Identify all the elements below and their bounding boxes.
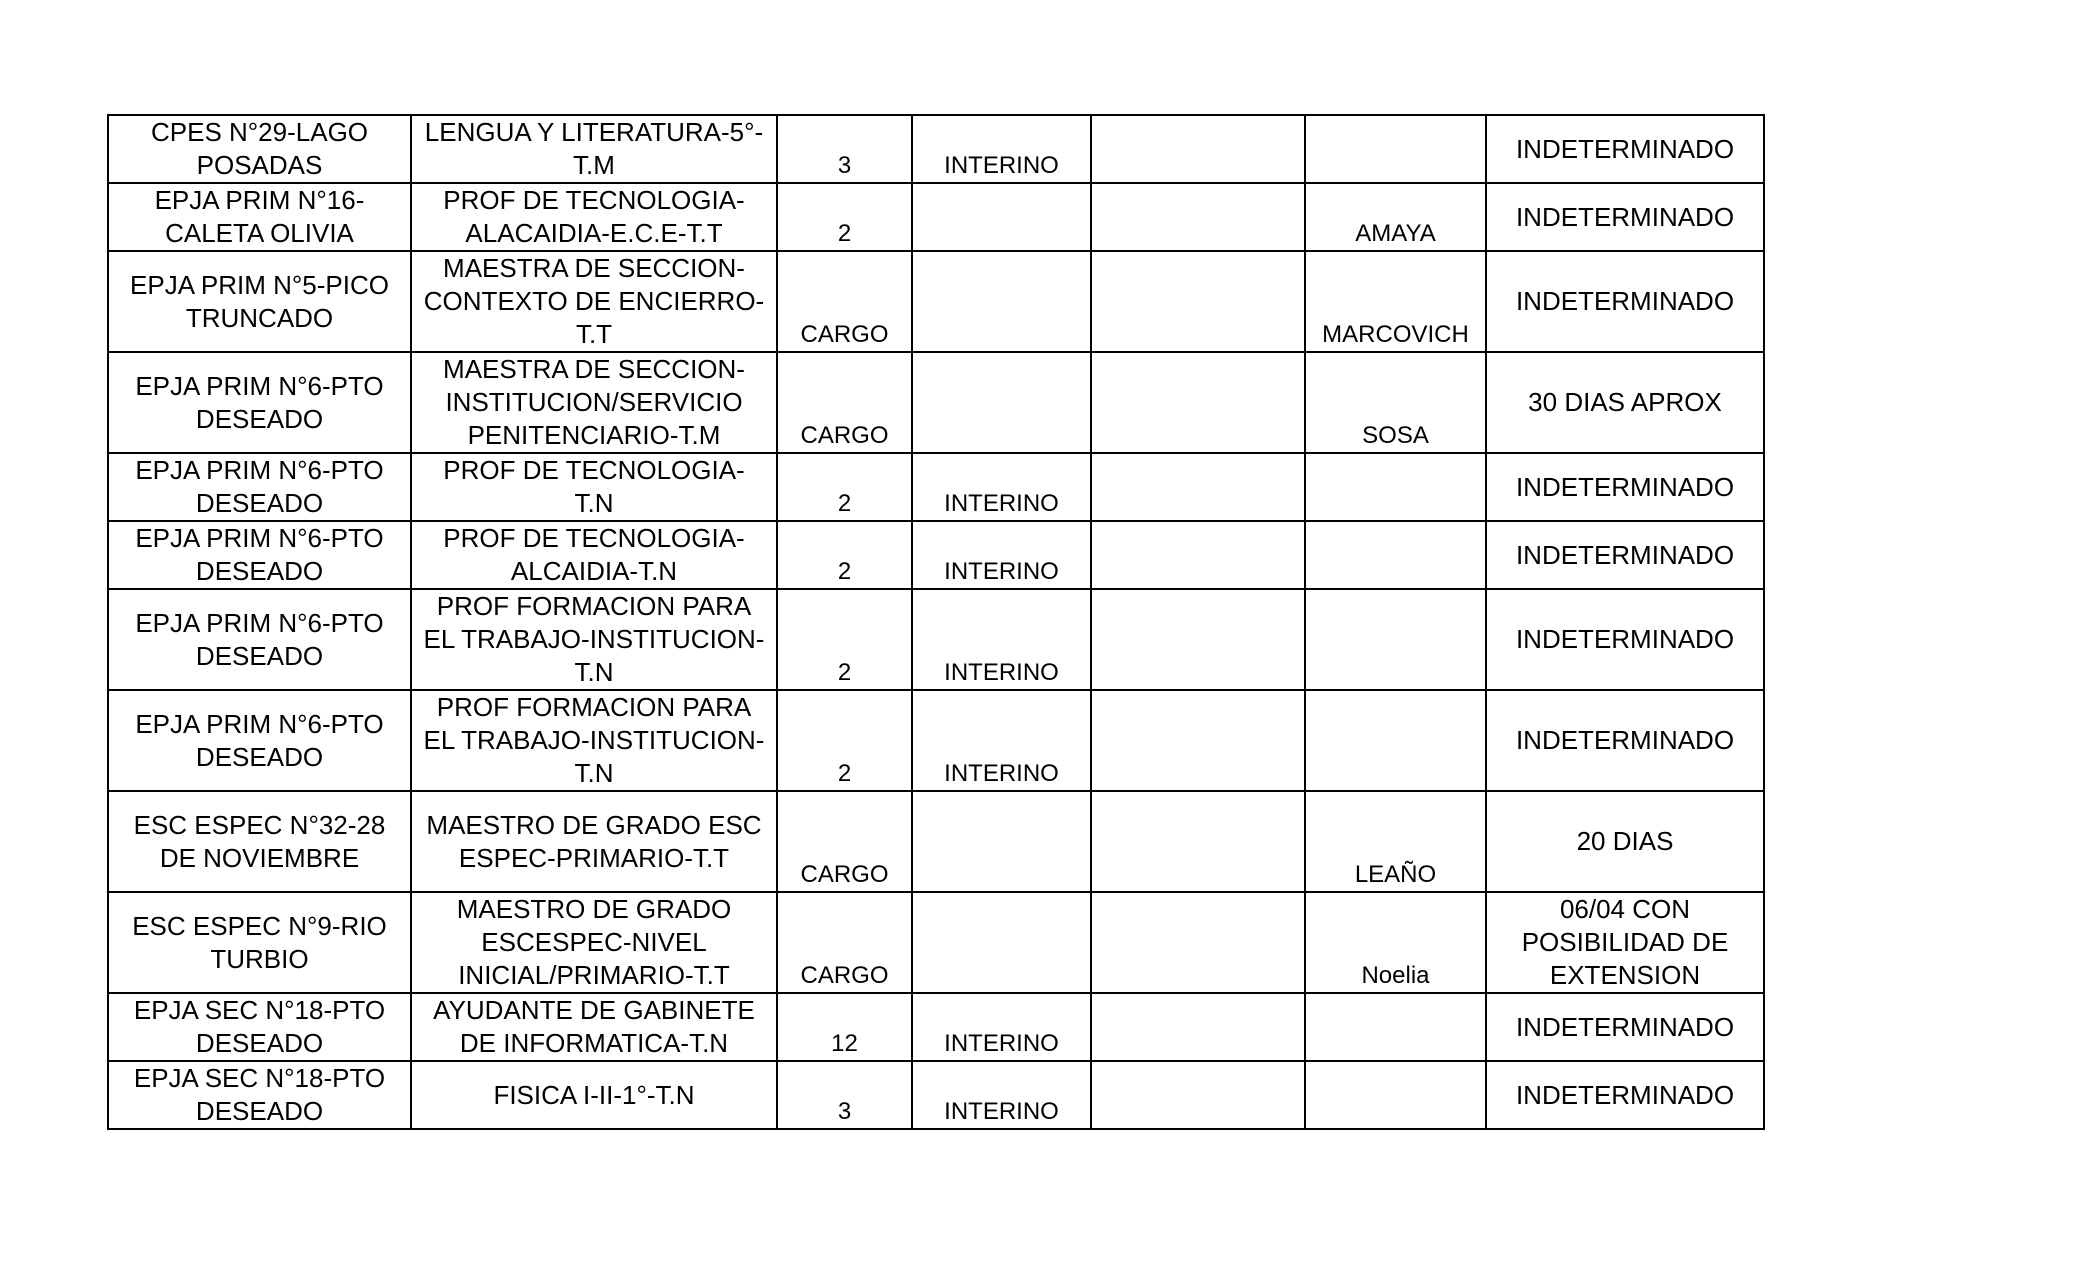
status-cell: INTERINO xyxy=(912,589,1091,690)
hours-cell: CARGO xyxy=(777,892,912,993)
school-cell xyxy=(108,993,411,1061)
name-cell xyxy=(1305,993,1486,1061)
duration-cell-line: INDETERMINADO xyxy=(1515,286,1735,316)
status-cell: INTERINO xyxy=(912,115,1091,183)
school-cell-line: POSADAS xyxy=(196,150,323,180)
subject-cell xyxy=(411,1061,777,1129)
school-cell-line: EPJA PRIM N°6-PTO xyxy=(135,370,384,401)
subject-cell-line: T.N xyxy=(574,758,614,788)
school-cell-line: EPJA PRIM N°6-PTO xyxy=(135,708,384,739)
subject-cell-line: T.M xyxy=(573,150,615,180)
empty-cell xyxy=(1091,115,1305,183)
subject-cell xyxy=(411,251,777,352)
table-row xyxy=(108,115,1764,183)
table-row xyxy=(108,791,1764,892)
table-row xyxy=(108,352,1764,453)
school-cell-line: CPES N°29-LAGO xyxy=(150,117,369,147)
empty-cell xyxy=(1091,453,1305,521)
name-cell: SOSA xyxy=(1305,352,1486,453)
subject-cell-line: INICIAL/PRIMARIO-T.T xyxy=(458,960,730,990)
subject-cell-line: CONTEXTO DE ENCIERRO- xyxy=(423,286,765,316)
table-row xyxy=(108,183,1764,251)
subject-cell-line: EL TRABAJO-INSTITUCION- xyxy=(423,624,765,654)
school-cell-line: EPJA SEC N°18-PTO xyxy=(133,1063,386,1093)
subject-cell xyxy=(411,453,777,521)
school-cell-line: TURBIO xyxy=(210,943,309,974)
empty-cell xyxy=(1091,993,1305,1061)
subject-cell-line: FISICA I-II-1°-T.N xyxy=(493,1079,695,1110)
subject-cell-line: INSTITUCION/SERVICIO xyxy=(445,387,743,417)
school-cell xyxy=(108,521,411,589)
subject-cell xyxy=(411,115,777,183)
name-cell: LEAÑO xyxy=(1305,791,1486,892)
subject-cell-line: PROF DE TECNOLOGIA- xyxy=(443,523,745,553)
school-cell xyxy=(108,352,411,453)
vacancy-table xyxy=(107,114,1765,1130)
table-row xyxy=(108,892,1764,993)
school-cell-line: DESEADO xyxy=(195,488,324,518)
empty-cell xyxy=(1091,521,1305,589)
school-cell-line: ESC ESPEC N°9-RIO xyxy=(132,910,387,941)
school-cell-line: EPJA PRIM N°6-PTO xyxy=(135,523,384,553)
empty-cell xyxy=(1091,690,1305,791)
status-cell xyxy=(912,791,1091,892)
hours-cell: 2 xyxy=(777,690,912,791)
name-cell: AMAYA xyxy=(1305,183,1486,251)
school-cell xyxy=(108,791,411,892)
name-cell xyxy=(1305,1061,1486,1129)
school-cell-line: EPJA PRIM N°6-PTO xyxy=(135,607,384,638)
table-row xyxy=(108,251,1764,352)
subject-cell-line: MAESTRA DE SECCION- xyxy=(443,354,745,384)
duration-cell-line: INDETERMINADO xyxy=(1515,133,1735,164)
status-cell: INTERINO xyxy=(912,1061,1091,1129)
empty-cell xyxy=(1091,892,1305,993)
table-row xyxy=(108,589,1764,690)
school-cell-line: EPJA SEC N°18-PTO xyxy=(133,995,386,1025)
duration-cell-line: INDETERMINADO xyxy=(1515,201,1735,232)
duration-cell-line: INDETERMINADO xyxy=(1515,1011,1735,1042)
subject-cell-line: ALACAIDIA-E.C.E-T.T xyxy=(465,218,723,248)
status-cell: INTERINO xyxy=(912,453,1091,521)
subject-cell-line: AYUDANTE DE GABINETE xyxy=(433,995,755,1025)
status-cell: INTERINO xyxy=(912,521,1091,589)
subject-cell xyxy=(411,892,777,993)
duration-cell-line: INDETERMINADO xyxy=(1515,471,1735,502)
school-cell xyxy=(108,453,411,521)
duration-cell-line: INDETERMINADO xyxy=(1515,725,1735,755)
duration-cell-line: INDETERMINADO xyxy=(1515,1079,1735,1110)
school-cell-line: CALETA OLIVIA xyxy=(165,218,354,248)
subject-cell xyxy=(411,521,777,589)
duration-cell xyxy=(1486,352,1764,453)
hours-cell: CARGO xyxy=(777,251,912,352)
status-cell xyxy=(912,892,1091,993)
hours-cell: 2 xyxy=(777,453,912,521)
table-row xyxy=(108,521,1764,589)
duration-cell-line: 06/04 CON xyxy=(1559,894,1691,924)
subject-cell xyxy=(411,791,777,892)
school-cell xyxy=(108,690,411,791)
school-cell-line: EPJA PRIM N°6-PTO xyxy=(135,455,384,485)
school-cell xyxy=(108,115,411,183)
subject-cell xyxy=(411,993,777,1061)
subject-cell xyxy=(411,589,777,690)
school-cell-line: DE NOVIEMBRE xyxy=(159,842,360,873)
subject-cell xyxy=(411,690,777,791)
school-cell-line: DESEADO xyxy=(195,1096,324,1126)
school-cell-line: ESC ESPEC N°32-28 xyxy=(133,809,386,840)
school-cell xyxy=(108,589,411,690)
hours-cell: CARGO xyxy=(777,352,912,453)
school-cell xyxy=(108,183,411,251)
school-cell xyxy=(108,892,411,993)
status-cell: INTERINO xyxy=(912,690,1091,791)
school-cell-line: EPJA PRIM N°16- xyxy=(154,185,365,215)
hours-cell: 2 xyxy=(777,183,912,251)
duration-cell-line: INDETERMINADO xyxy=(1515,539,1735,570)
duration-cell-line: 30 DIAS APROX xyxy=(1528,387,1722,417)
duration-cell xyxy=(1486,115,1764,183)
duration-cell xyxy=(1486,892,1764,993)
school-cell xyxy=(108,1061,411,1129)
subject-cell-line: LENGUA Y LITERATURA-5°- xyxy=(424,117,764,147)
school-cell xyxy=(108,251,411,352)
table-body xyxy=(108,115,1764,1129)
subject-cell-line: ALCAIDIA-T.N xyxy=(510,556,678,586)
duration-cell-line: EXTENSION xyxy=(1549,960,1701,990)
hours-cell: 3 xyxy=(777,1061,912,1129)
duration-cell xyxy=(1486,791,1764,892)
subject-cell-line: DE INFORMATICA-T.N xyxy=(459,1028,729,1058)
name-cell xyxy=(1305,115,1486,183)
subject-cell-line: MAESTRA DE SECCION- xyxy=(443,253,745,283)
empty-cell xyxy=(1091,791,1305,892)
table-row xyxy=(108,690,1764,791)
duration-cell xyxy=(1486,183,1764,251)
subject-cell-line: PROF FORMACION PARA xyxy=(436,591,752,621)
status-cell xyxy=(912,183,1091,251)
name-cell xyxy=(1305,589,1486,690)
subject-cell xyxy=(411,183,777,251)
subject-cell-line: EL TRABAJO-INSTITUCION- xyxy=(423,725,765,755)
name-cell xyxy=(1305,453,1486,521)
subject-cell-line: T.T xyxy=(575,319,613,349)
school-cell-line: DESEADO xyxy=(195,640,324,671)
duration-cell xyxy=(1486,251,1764,352)
subject-cell-line: ESCESPEC-NIVEL xyxy=(481,927,707,957)
school-cell-line: DESEADO xyxy=(195,403,324,434)
subject-cell-line: MAESTRO DE GRADO xyxy=(456,894,732,924)
empty-cell xyxy=(1091,352,1305,453)
table-row xyxy=(108,453,1764,521)
subject-cell-line: PROF DE TECNOLOGIA- xyxy=(443,455,745,485)
empty-cell xyxy=(1091,183,1305,251)
hours-cell: CARGO xyxy=(777,791,912,892)
subject-cell-line: PROF DE TECNOLOGIA- xyxy=(443,185,745,215)
subject-cell-line: ESPEC-PRIMARIO-T.T xyxy=(458,842,730,873)
empty-cell xyxy=(1091,589,1305,690)
status-cell xyxy=(912,251,1091,352)
name-cell xyxy=(1305,690,1486,791)
duration-cell xyxy=(1486,521,1764,589)
hours-cell: 2 xyxy=(777,521,912,589)
duration-cell xyxy=(1486,690,1764,791)
subject-cell-line: MAESTRO DE GRADO ESC xyxy=(426,809,762,840)
name-cell: MARCOVICH xyxy=(1305,251,1486,352)
name-cell: Noelia xyxy=(1305,892,1486,993)
empty-cell xyxy=(1091,251,1305,352)
table-row xyxy=(108,993,1764,1061)
duration-cell-line: INDETERMINADO xyxy=(1515,624,1735,654)
school-cell-line: EPJA PRIM N°5-PICO xyxy=(130,269,389,300)
hours-cell: 3 xyxy=(777,115,912,183)
duration-cell xyxy=(1486,453,1764,521)
duration-cell xyxy=(1486,1061,1764,1129)
school-cell-line: DESEADO xyxy=(195,1028,324,1058)
subject-cell-line: PENITENCIARIO-T.M xyxy=(467,420,721,450)
school-cell-line: DESEADO xyxy=(195,556,324,586)
name-cell xyxy=(1305,521,1486,589)
subject-cell-line: PROF FORMACION PARA xyxy=(436,692,752,722)
subject-cell xyxy=(411,352,777,453)
subject-cell-line: T.N xyxy=(574,488,614,518)
hours-cell: 2 xyxy=(777,589,912,690)
status-cell: INTERINO xyxy=(912,993,1091,1061)
duration-cell xyxy=(1486,993,1764,1061)
duration-cell xyxy=(1486,589,1764,690)
school-cell-line: DESEADO xyxy=(195,741,324,772)
status-cell xyxy=(912,352,1091,453)
empty-cell xyxy=(1091,1061,1305,1129)
duration-cell-line: POSIBILIDAD DE xyxy=(1521,927,1729,957)
subject-cell-line: T.N xyxy=(574,657,614,687)
school-cell-line: TRUNCADO xyxy=(185,302,334,333)
hours-cell: 12 xyxy=(777,993,912,1061)
duration-cell-line: 20 DIAS xyxy=(1576,826,1674,856)
table-row xyxy=(108,1061,1764,1129)
